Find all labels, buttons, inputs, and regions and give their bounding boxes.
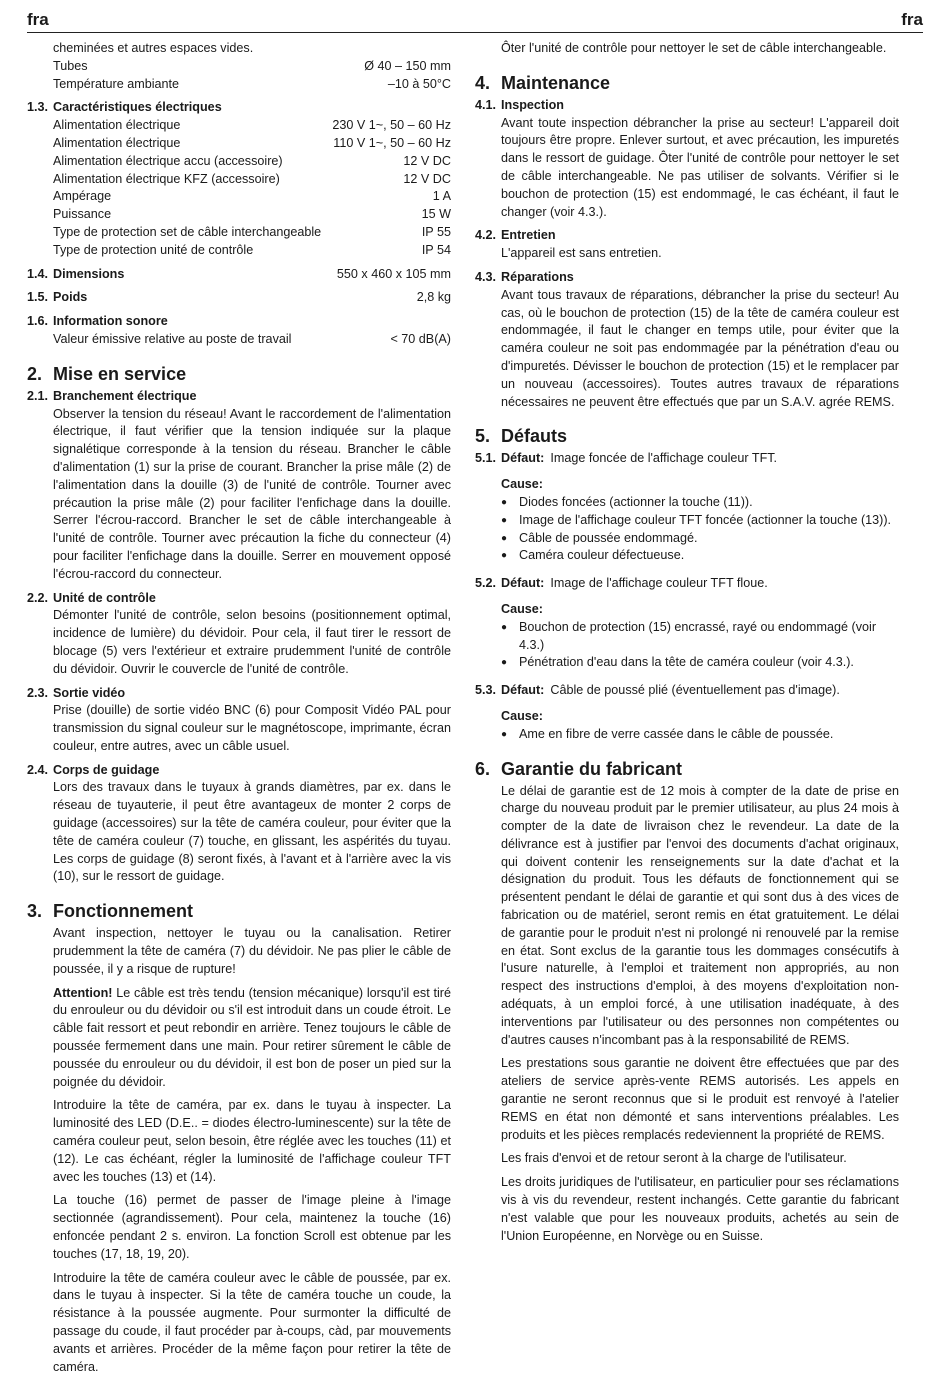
language-code-left: fra	[27, 10, 49, 29]
subsection-number: 2.2.	[27, 590, 49, 605]
bullet-icon: ●	[501, 657, 508, 669]
list-item	[501, 530, 899, 548]
defect-text: Câble de poussé plié (éventuellement pas d'image).	[550, 683, 840, 698]
list-item	[501, 726, 899, 744]
defect-number: 5.2.	[475, 576, 497, 591]
subsection-heading	[475, 227, 899, 245]
subsection-heading	[27, 590, 451, 608]
spec-value: 550 x 460 x 105 mm	[336, 266, 451, 281]
spec-label: Alimentation électrique	[53, 135, 181, 150]
paragraph: Prise (douille) de sortie vidéo BNC (6) pour Composit Vidéo PAL pour transmission du signal couleur sur le magnétoscope, imprimante, écran couleur, entre autres, avec un câble usuel.	[53, 703, 451, 753]
subsection-title: Inspection	[501, 97, 564, 112]
defect-number: 5.3.	[475, 683, 497, 698]
subsection-number: 4.1.	[475, 97, 497, 112]
list-item	[501, 547, 899, 565]
section-heading	[475, 425, 899, 447]
section-title: Mise en service	[53, 363, 187, 384]
spec-row	[53, 76, 451, 94]
bullet-icon: ●	[501, 550, 508, 562]
subsection-heading	[27, 313, 451, 331]
subsection-heading	[27, 762, 451, 780]
section-title: Maintenance	[501, 72, 611, 93]
section-number: 2.	[27, 363, 43, 384]
subsection-heading	[27, 685, 451, 703]
cause-label: Cause:	[501, 708, 543, 723]
paragraph: Lors des travaux dans le tuyaux à grands diamètres, par ex. dans le réseau de tuyauterie, il peut être avantageux de monter 2 corps de guidage (accessoires) sur la tête de caméra couleur, pour éviter que la tête de caméra couleur (7) touche, en glissant, les aspérités du tuyau. Les corps de guidage (8) seront fixés, à l'avant et à l'arrière avec la vis (10), sur le ressort de guidage.	[53, 780, 451, 884]
paragraph: Introduire la tête de caméra, par ex. dans le tuyau à inspecter. La luminosité des LED (D.E.. = diodes électro-luminescente) sur la tête de caméra couleur peut, selon besoin, être réglée avec les touches (11) et (12). Le cas échéant, régler la luminosité de l'affichage couleur TFT avec les touches (13) et (14).	[53, 1098, 451, 1184]
paragraph-text: Le câble est très tendu (tension mécanique) lorsqu'il est tiré du enrouleur ou du dévidoir ou s'il est introduit dans un coude étroit. Le câble fait ressort et peut rebondir en arrière. Tenez toujours le câble de poussée fermement dans une main. Pour retirer sûrement le câble de poussée du enrouleur ou du dévidoir, il est bon de poser un pied sur la poignée du dévidoir.	[53, 985, 451, 1089]
paragraph: Le délai de garantie est de 12 mois à compter de la date de prise en charge du nouveau produit par le premier utilisateur, au plus 24 mois à compter de la date de livraison chez le revendeur. La date de la délivrance est à justifier par l'envoi des documents d'achat originaux, qui doivent contenir les renseignements sur la date d'achat et la désignation du produit. Tous les défauts de fonctionnement qui se présentent pendant le délai de garantie et qui sont dus à des vices de fabrication ou de matériel, seront remis en état gratuitement. Le délai de garantie pour le produit n'est ni prolongé ni renouvelé par la remise en état. Sont exclus de la garantie tous les dommages consécutifs à l'usure naturelle, à l'emploi et traitement non appropriés, au non respect des instructions d'emploi, à des moyens d'exploitation non-adéquats, à un emploi forcé, à une utilisation inadéquate, à des interventions par l'utilisateur ou des personnes non compétentes ou d'autres causes n'incombant pas à la responsabilité de REMS.	[501, 783, 899, 1047]
list-item	[501, 512, 899, 530]
spec-value: 230 V 1~, 50 – 60 Hz	[332, 118, 451, 133]
spec-label: Type de protection set de câble interchangeable	[53, 224, 322, 239]
subsection-heading	[27, 388, 451, 406]
subsection-title: Unité de contrôle	[53, 590, 156, 605]
paragraph: Démonter l'unité de contrôle, selon besoins (positionnement optimal, incidence de lumière) du dévidoir. Pour cela, il faut tirer le ressort de blocage (5) vers l'extérieur et extraire prudemment l'unité de contrôle du dévidoir. Ouvrir le couvercle de l'unité de contrôle.	[53, 608, 451, 676]
subsection-title: Poids	[53, 290, 88, 305]
cause-label: Cause:	[501, 601, 543, 616]
spec-row	[53, 58, 451, 76]
subsection-title: Caractéristiques électriques	[53, 100, 222, 115]
subsection-heading	[27, 99, 451, 117]
spec-value: 2,8 kg	[416, 290, 451, 305]
section-number: 5.	[475, 426, 491, 447]
subsection-title: Corps de guidage	[53, 762, 160, 777]
spec-row	[53, 242, 451, 260]
subsection-number: 2.3.	[27, 685, 49, 700]
bullet-icon: ●	[501, 496, 508, 508]
spec-label: Alimentation électrique accu (accessoire)	[53, 153, 283, 168]
paragraph: Les frais d'envoi et de retour seront à la charge de l'utilisateur.	[501, 1151, 847, 1166]
cause-label: Cause:	[501, 477, 543, 492]
defect-label: Défaut:	[501, 576, 545, 591]
defect-text: Image de l'affichage couleur TFT floue.	[550, 576, 768, 591]
paragraph: Introduire la tête de caméra couleur avec le câble de poussée, par ex. dans le tuyau à inspecter. Si la tête de caméra touche un coude, la résistance à la poussée augmente. Pour surmonter la difficulté de passage du coude, il faut procéder par à-coups, càd, par mouvements avants et arrières. Procéder de la même façon pour retirer la tête de caméra.	[53, 1270, 451, 1374]
list-item-text: Pénétration d'eau dans la tête de caméra couleur (voir 4.3.).	[519, 655, 854, 670]
defect-number: 5.1.	[475, 451, 497, 466]
subsection-title: Entretien	[501, 228, 556, 243]
section-number: 4.	[475, 72, 491, 93]
spec-label: Température ambiante	[53, 76, 180, 91]
subsection-heading	[27, 289, 451, 307]
spec-label: Type de protection unité de contrôle	[53, 242, 254, 257]
spec-label: Alimentation électrique KFZ (accessoire)	[53, 171, 280, 186]
spec-value: 1 A	[432, 189, 451, 204]
paragraph: Avant inspection, nettoyer le tuyau ou la canalisation. Retirer prudemment la tête de caméra (7) du dévidoir. Ne pas plier le câble de poussée, il y a risque de rupture!	[53, 926, 451, 976]
spec-label: Tubes	[53, 58, 88, 73]
paragraph: L'appareil est sans entretien.	[501, 246, 662, 261]
right-column	[475, 40, 899, 1245]
spec-value: 12 V DC	[403, 171, 451, 186]
list-item	[501, 619, 899, 655]
defect-heading	[475, 575, 899, 593]
subsection-title: Information sonore	[53, 314, 168, 329]
spec-row	[53, 171, 451, 189]
section-number: 3.	[27, 901, 43, 922]
page-header	[27, 8, 923, 33]
paragraph	[53, 985, 451, 1092]
list-item-text: Image de l'affichage couleur TFT foncée (actionner la touche (13)).	[519, 512, 892, 527]
left-column	[27, 40, 451, 1376]
spec-row	[53, 224, 451, 242]
subsection-title: Dimensions	[53, 266, 125, 281]
spec-label: Ampérage	[53, 189, 112, 204]
paragraph: Avant toute inspection débrancher la prise au secteur! L'appareil doit toujours être propre. Enlever surtout, et avec précaution, les impuretés dans le ressort de guidage. Ôter l'unité de contrôle pour nettoyer le set de câble interchangeable. Ne pas utiliser de solvants. Vérifier si le bouchon de protection (15) est endommagé, le cas échéant, il faut le changer (voir 4.3.).	[501, 115, 899, 219]
list-item-text: Diodes foncées (actionner la touche (11)).	[519, 494, 753, 509]
subsection-number: 4.2.	[475, 228, 497, 243]
subsection-number: 1.3.	[27, 100, 49, 115]
section-title: Défauts	[501, 426, 568, 447]
section-heading	[475, 72, 899, 94]
subsection-number: 1.6.	[27, 314, 49, 329]
subsection-number: 2.4.	[27, 762, 49, 777]
defect-label: Défaut:	[501, 451, 545, 466]
section-heading	[475, 758, 899, 780]
spec-label: Alimentation électrique	[53, 118, 181, 133]
section-heading	[27, 363, 451, 385]
bullet-icon: ●	[501, 514, 508, 526]
language-code-right: fra	[901, 10, 923, 29]
spec-row	[53, 188, 451, 206]
subsection-number: 1.4.	[27, 266, 49, 281]
subsection-number: 2.1.	[27, 388, 49, 403]
section-heading	[27, 900, 451, 922]
defect-heading	[475, 682, 899, 700]
spec-label: Puissance	[53, 207, 112, 222]
spec-row	[53, 206, 451, 224]
spec-value: 12 V DC	[403, 153, 451, 168]
bullet-icon: ●	[501, 532, 508, 544]
spec-value: 110 V 1~, 50 – 60 Hz	[333, 135, 451, 150]
list-item	[501, 654, 899, 672]
list-item-text: Câble de poussée endommagé.	[519, 530, 698, 545]
subsection-heading	[475, 97, 899, 115]
spec-row	[53, 153, 451, 171]
warning-label: Attention!	[53, 985, 113, 1000]
spec-value: 15 W	[421, 207, 451, 222]
subsection-title: Réparations	[501, 269, 574, 284]
defect-heading	[475, 450, 899, 468]
list-item	[501, 494, 899, 512]
paragraph: Avant tous travaux de réparations, débrancher la prise du secteur! Au cas, où le bouchon de protection (15) de la tête de caméra couleur est endommagée, il faut le changer en temps utile, pour éviter que la caméra couleur ne soit pas endommagée par la pénétration d'eau ou d'impuretés. Dévisser le bouchon de protection (15) et le remplacer par un nouveau (accessoires). Toutes autres travaux de réparations nécessaires ne peuvent être effectués que par un S.A.V. agrée REMS.	[501, 287, 899, 409]
list-item-text: Caméra couleur défectueuse.	[519, 548, 685, 563]
section-number: 6.	[475, 758, 491, 779]
spec-value: Ø 40 – 150 mm	[364, 58, 451, 73]
section-title: Garantie du fabricant	[501, 758, 683, 779]
spec-row	[53, 135, 451, 153]
subsection-number: 1.5.	[27, 290, 49, 305]
paragraph: Les droits juridiques de l'utilisateur, en particulier pour ses réclamations vis à vis du revendeur, restent inchangés. Cette garantie du fabricant n'est valable que pour les nouveaux produits, achetés au sein de l'Union Européenne, en Norvège ou en Suisse.	[501, 1175, 899, 1243]
intro-line: Ôter l'unité de contrôle pour nettoyer le set de câble interchangeable.	[501, 41, 887, 55]
intro-line: cheminées et autres espaces vides.	[53, 41, 254, 55]
paragraph: Observer la tension du réseau! Avant le raccordement de l'alimentation électrique, il faut vérifier que la tension indiquée sur la plaque signalétique corresponde à la tension du réseau. Brancher le câble d'alimentation (1) sur la prise de courant. Brancher la prise mâle (2) de l'alimentation dans la douille (3) de l'unité de contrôle. Tourner avec précaution la prise mâle (2) pour faciliter l'enfichage dans la douille. Serrer l'écrou-raccord. Brancher le set de câble interchangeable à l'unité de contrôle. Tourner avec précaution la fiche du connecteur (4) pour faciliter l'enfichage dans la douille. Serrer en mouvement opposé l'écrou-raccord du connecteur.	[53, 406, 451, 581]
spec-label: Valeur émissive relative au poste de travail	[53, 331, 292, 346]
subsection-heading	[27, 266, 451, 284]
defect-text: Image foncée de l'affichage couleur TFT.	[550, 451, 778, 466]
bullet-icon: ●	[501, 728, 508, 740]
subsection-title: Sortie vidéo	[53, 685, 126, 700]
subsection-title: Branchement électrique	[53, 388, 197, 403]
list-item-text: Bouchon de protection (15) encrassé, rayé ou endommagé (voir 4.3.)	[519, 619, 877, 652]
subsection-heading	[475, 269, 899, 287]
defect-label: Défaut:	[501, 683, 545, 698]
spec-value: < 70 dB(A)	[390, 331, 451, 346]
spec-value: –10 à 50°C	[387, 76, 451, 91]
spec-row	[53, 331, 451, 349]
paragraph: La touche (16) permet de passer de l'image pleine à l'image sectionnée (agrandissement). Pour cela, maintenez la touche (16) enfoncée pendant 2 s. environ. La fonction Scroll est obtenue par les touches (17, 18, 19, 20).	[53, 1193, 451, 1261]
spec-value: IP 54	[421, 242, 451, 257]
list-item-text: Ame en fibre de verre cassée dans le câble de poussée.	[519, 726, 834, 741]
spec-row	[53, 117, 451, 135]
bullet-icon: ●	[501, 621, 508, 633]
spec-value: IP 55	[421, 224, 451, 239]
subsection-number: 4.3.	[475, 269, 497, 284]
paragraph: Les prestations sous garantie ne doivent être effectuées que par des ateliers de service après-vente REMS autorisés. Les appels en garantie ne seront reconnus que si le produit est renvoyé à l'atelier REMS en état non démonté et sans interventions préalables. Les produits et les pièces remplacés redeviennent la propriété de REMS.	[501, 1056, 899, 1142]
section-title: Fonctionnement	[53, 901, 193, 922]
